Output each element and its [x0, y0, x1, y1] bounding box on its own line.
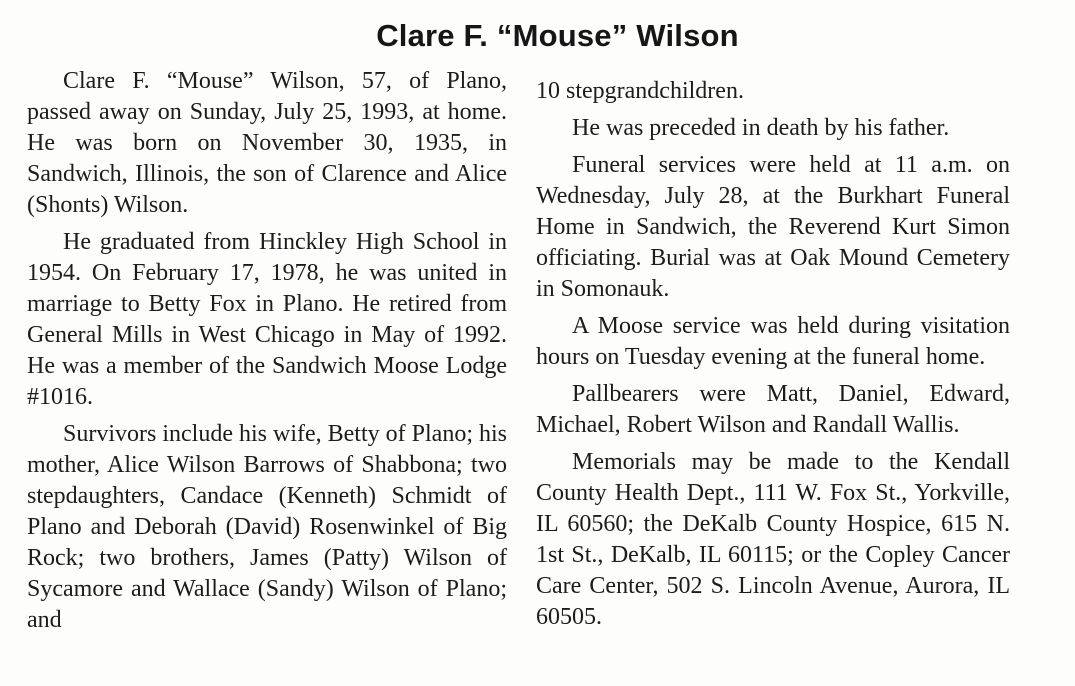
- paragraph-pallbearers: Pallbearers were Matt, Daniel, Edward, Michael, Robert Wilson and Randall Wallis.: [536, 381, 1010, 438]
- obituary-headline: Clare F. “Mouse” Wilson: [376, 18, 739, 53]
- paragraph-survivors-continued: 10 stepgrandchildren.: [536, 78, 744, 104]
- paragraph-moose-service: A Moose service was held during visitation hours on Tuesday evening at the funeral home.: [536, 313, 1010, 370]
- left-column: [27, 66, 507, 642]
- paragraph-preceded: He was preceded in death by his father.: [572, 115, 950, 141]
- right-column: [536, 76, 1010, 639]
- paragraph-funeral-services: Funeral services were held at 11 a.m. on Wednesday, July 28, at the Burkhart Funeral Home in Sandwich, the Reverend Kurt Simon officiating. Burial was at Oak Mound Cemetery in Somonauk.: [536, 152, 1010, 302]
- paragraph-memorials: Memorials may be made to the Kendall County Health Dept., 111 W. Fox St., Yorkville, IL 60560; the DeKalb County Hospice, 615 N. 1st St., DeKalb, IL 60115; or the Copley Cancer Care Center, 502 S. Lincoln Avenue, Aurora, IL 60505.: [536, 449, 1010, 630]
- paragraph-survivors: Survivors include his wife, Betty of Plano; his mother, Alice Wilson Barrows of Shabbona; two stepdaughters, Candace (Kenneth) Schmidt of Plano and Deborah (David) Rosenwinkel of Big Rock; two brothers, James (Patty) Wilson of Sycamore and Wallace (Sandy) Wilson of Plano; and: [27, 421, 507, 633]
- paragraph-death-notice: Clare F. “Mouse” Wilson, 57, of Plano, passed away on Sunday, July 25, 1993, at home. He was born on November 30, 1935, in Sandwich, Illinois, the son of Clarence and Alice (Shonts) Wilson.: [27, 68, 507, 218]
- paragraph-career: He graduated from Hinckley High School in 1954. On February 17, 1978, he was united in marriage to Betty Fox in Plano. He retired from General Mills in West Chicago in May of 1992. He was a member of the Sandwich Moose Lodge #1016.: [27, 229, 507, 410]
